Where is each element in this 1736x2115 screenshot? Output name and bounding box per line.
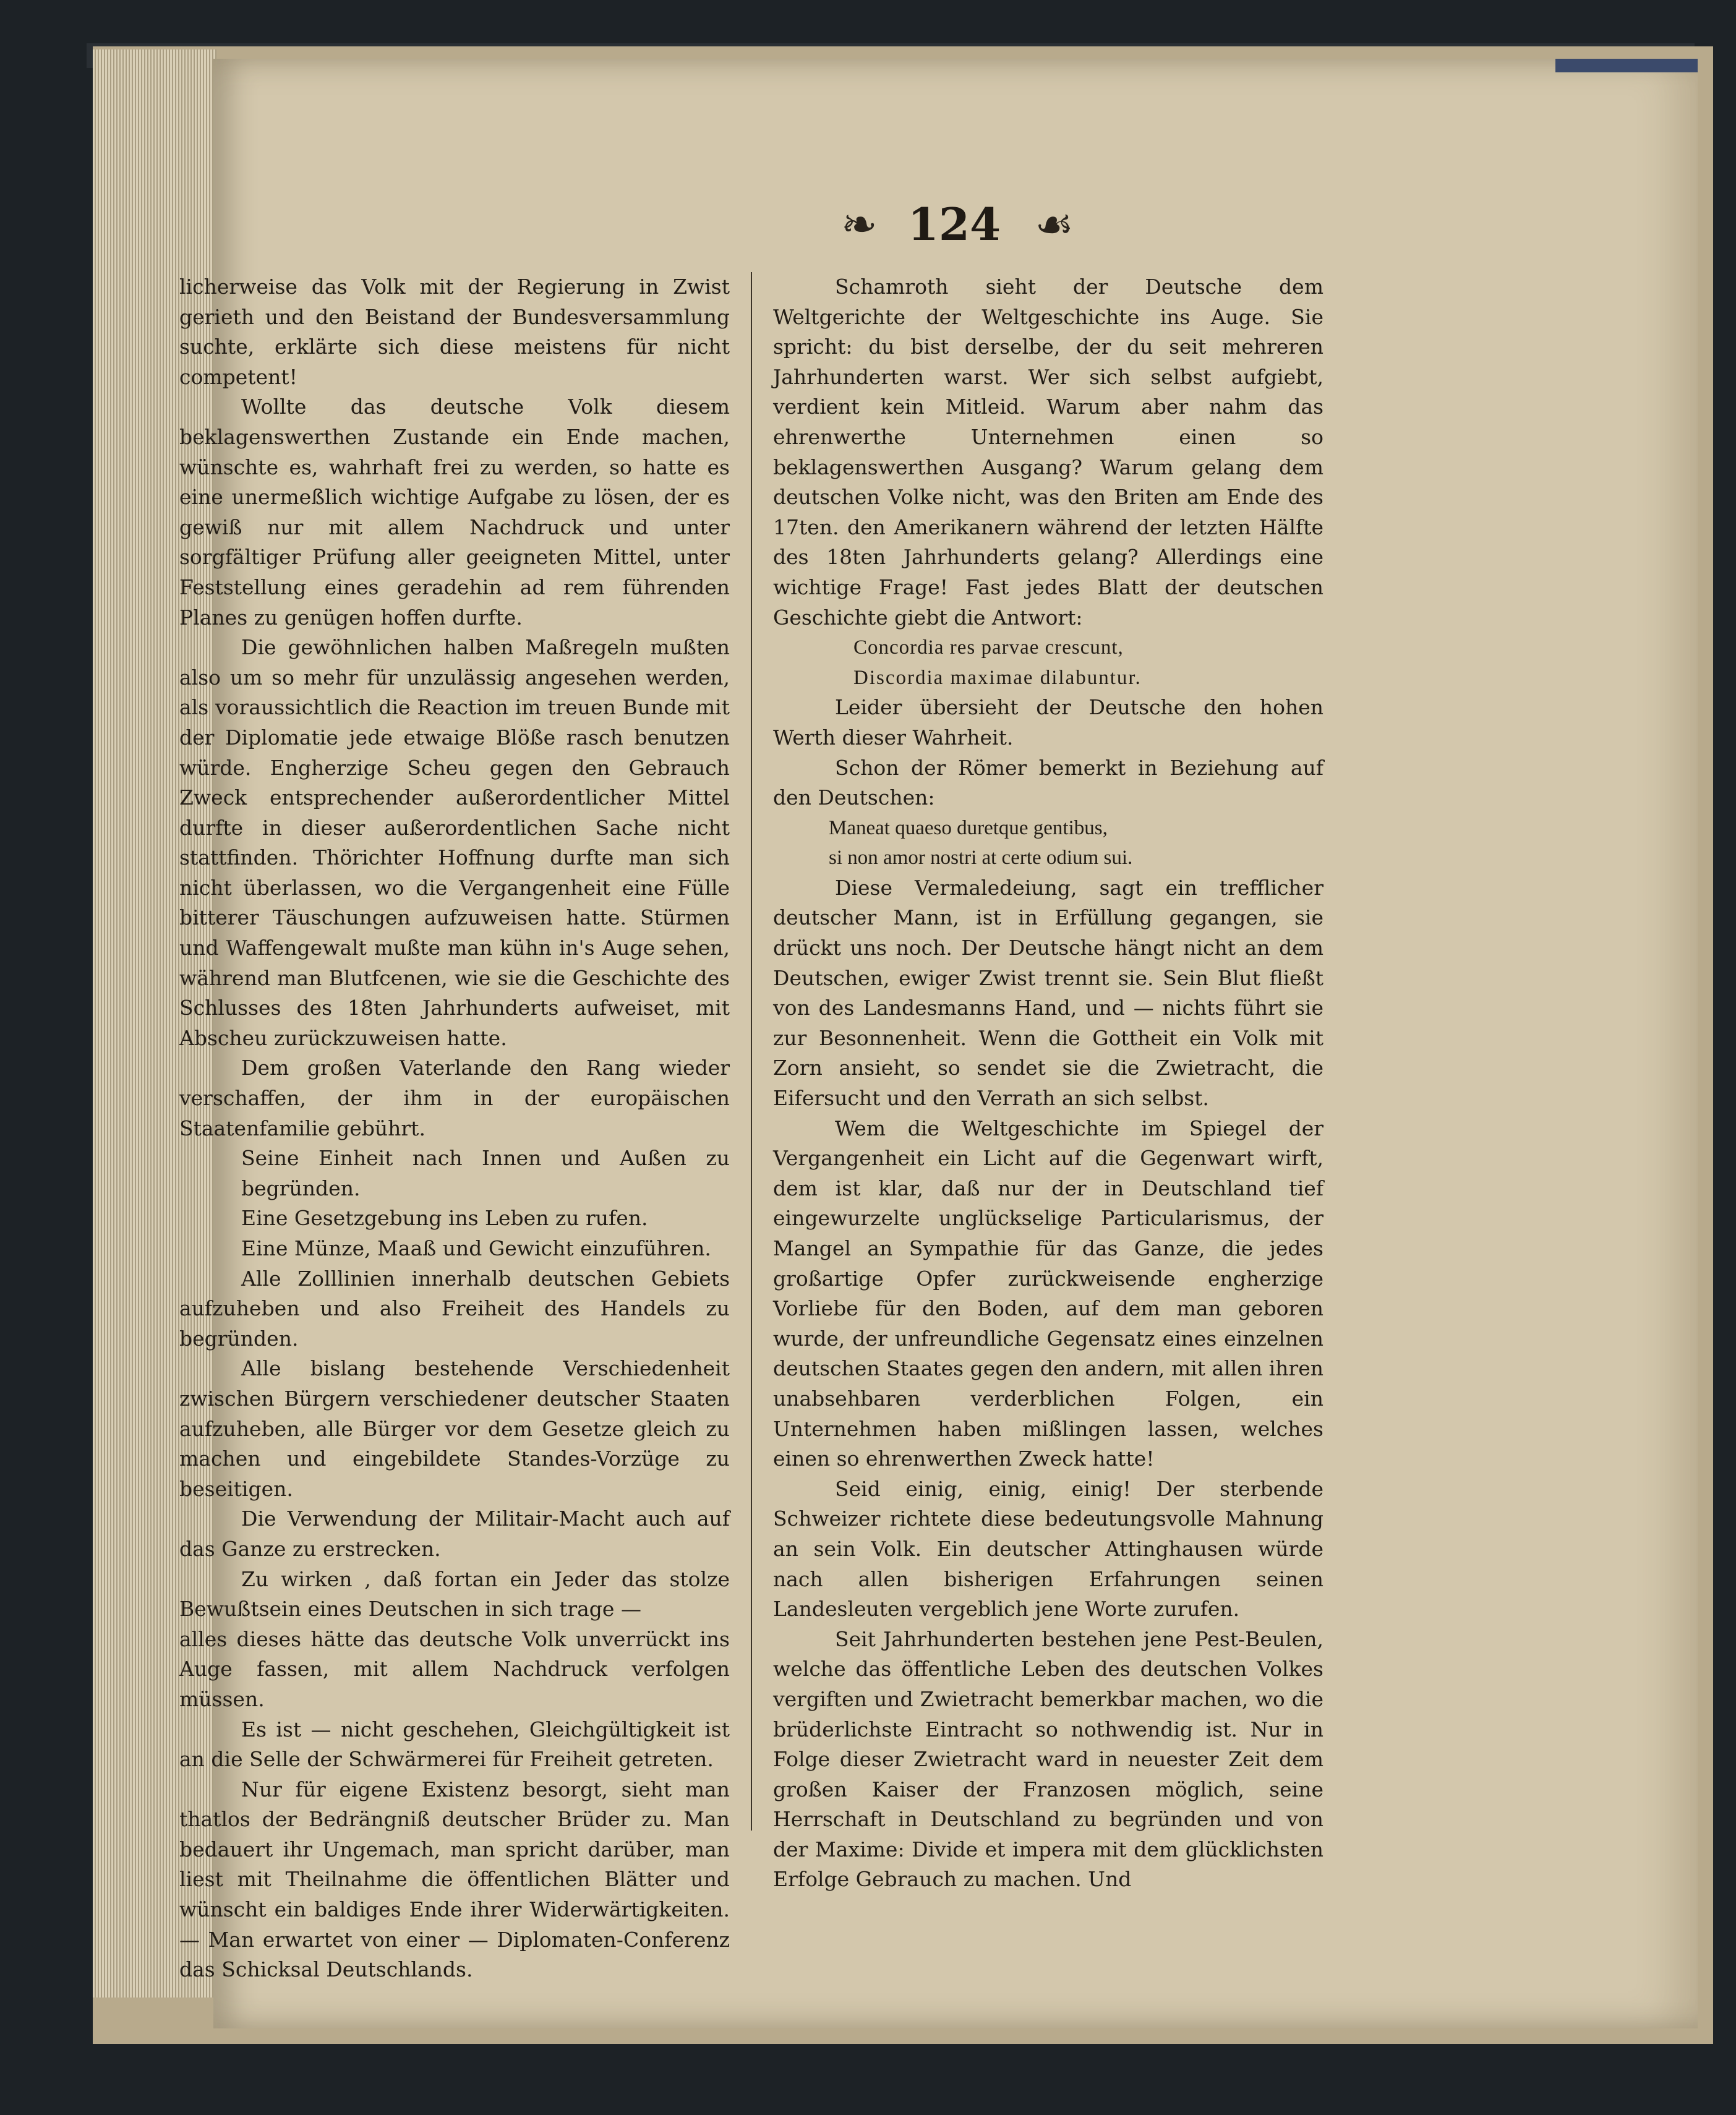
paragraph: alles dieses hätte das deutsche Volk unverrückt ins Auge fassen, mit allem Nachdruck verfolgen müssen. (179, 1626, 730, 1711)
paragraph: Diese Vermaledeiung, sagt ein trefflicher deutscher Mann, ist in Erfüllung gegangen, sie drückt uns noch. Der Deutsche hängt nicht an dem Deutschen, ewiger Zwist trennt sie. Sein Blut fließt von des Landesmanns Hand, und — nichts führt sie zur Besonnenheit. Wenn die Gottheit ein Volk mit Zorn ansieht, so sendet sie die Zwietracht, die Eifersucht und den Verrath an sich selbst. (773, 875, 1323, 1111)
paragraph: Eine Münze, Maaß und Gewicht einzuführen. (241, 1236, 711, 1260)
paragraph: Maneat quaeso duretque gentibus, (829, 816, 1108, 839)
paragraph: Schamroth sieht der Deutsche dem Weltgerichte der Weltgeschichte ins Auge. Sie spricht: du bist derselbe, der du seit mehreren Jahrhunderten warst. Wer sich selbst aufgiebt, verdient kein Mitleid. Warum aber nahm das ehrenwerthe Unternehmen einen so beklagenswerthen Ausgang? Warum gelang dem deutschen Volke nicht, was den Briten am Ende des 17ten. den Amerikanern während der letzten Hälfte des 18ten Jahrhunderts gelang? Allerdings eine wichtige Frage! Fast jedes Blatt der deutschen Geschichte giebt die Antwort: (773, 275, 1323, 630)
right-column (773, 272, 1323, 1895)
paragraph: Seid einig, einig, einig! Der sterbende Schweizer richtete diese bedeutungsvolle Mahnung an sein Volk. Ein deutscher Attinghausen würde nach allen bisherigen Erfahrungen seinen Landesleuten vergeblich jene Worte zurufen. (773, 1476, 1323, 1622)
paragraph: Zu wirken , daß fortan ein Jeder das stolze Bewußtsein eines Deutschen in sich trage — (179, 1566, 730, 1622)
paragraph: Dem großen Vaterlande den Rang wieder verschaffen, der ihm in der europäischen Staatenfamilie gebührt. (179, 1056, 730, 1140)
ornament-left-icon: ❧ (841, 199, 874, 250)
paragraph: Die gewöhnlichen halben Maßregeln mußten also um so mehr für unzulässig angesehen werden, als voraussichtlich die Reaction im treuen Bunde mit der Diplomatie jede etwaige Blöße rasch benutzen würde. Engherzige Scheu gegen den Gebrauch Zweck entsprechender außerordentlicher Mittel durfte in dieser außerordentlichen Sache nicht stattfinden. Thörichter Hoffnung durfte man sich nicht überlassen, wo die Vergangenheit eine Fülle bitterer Täuschungen aufzuweisen hatte. Stürmen und Waffengewalt mußte man kühn in's Auge sehen, während man Blutfcenen, wie sie die Geschichte des Schlusses des 18ten Jahrhunderts aufweiset, mit Abscheu zurückzuweisen hatte. (179, 635, 730, 1050)
ornament-right-icon: ☙ (1035, 199, 1070, 250)
paragraph: Seit Jahrhunderten bestehen jene Pest-Beulen, welche das öffentliche Leben des deutschen Volkes vergiften und Zwietracht bemerkbar machen, wo die brüderlichste Eintracht so nothwendig ist. Nur in Folge dieser Zwietracht ward in neuester Zeit dem großen Kaiser der Franzosen möglich, seine Herrschaft in Deutschland zu begründen und von der Maxime: Divide et impera mit dem glücklichsten Erfolge Gebrauch zu machen. Und (773, 1626, 1323, 1892)
paragraph: licherweise das Volk mit der Regierung in Zwist gerieth und den Beistand der Bundesversammlung suchte, erklärte sich diese meistens für nicht competent! (179, 275, 730, 389)
paragraph: si non amor nostri at certe odium sui. (829, 847, 1133, 870)
column-divider (751, 272, 752, 1831)
paragraph: Die Verwendung der Militair-Macht auch auf das Ganze zu erstrecken. (179, 1506, 730, 1561)
paragraph: Seine Einheit nach Innen und Außen zu begründen. (241, 1146, 730, 1200)
paragraph: Eine Gesetzgebung ins Leben zu rufen. (241, 1206, 648, 1231)
paragraph: Wem die Weltgeschichte im Spiegel der Vergangenheit ein Licht auf die Gegenwart wirft, dem ist klar, daß nur der in Deutschland tief eingewurzelte unglückselige Particularismus, der Mangel an Sympathie für das Ganze, die jedes großartige Opfer zurückweisende engherzige Vorliebe für den Boden, auf dem man geboren wurde, der unfreundliche Gegensatz eines einzelnen deutschen Staates gegen den andern, mit allen ihren unabsehbaren verderblichen Folgen, ein Unternehmen haben mißlingen lassen, welches einen so ehrenwerthen Zweck hatte! (773, 1116, 1323, 1471)
paragraph: Alle bislang bestehende Verschiedenheit zwischen Bürgern verschiedener deutscher Staaten aufzuheben, alle Bürger vor dem Gesetze gleich zu machen und eingebildete Standes-Vorzüge zu beseitigen. (179, 1356, 730, 1501)
left-column (179, 272, 730, 1985)
page-header (213, 198, 1698, 260)
paragraph: Nur für eigene Existenz besorgt, sieht man thatlos der Bedrängniß deutscher Brüder zu. Man bedauert ihr Ungemach, man spricht darüber, man liest mit Theilnahme die öffentlichen Blätter und wünscht ein baldiges Ende ihrer Widerwärtigkeiten. — Man erwartet von einer — Diplomaten-Conferenz das Schicksal Deutschlands. (179, 1777, 730, 1982)
page-number: 124 (907, 198, 1001, 250)
paragraph: Leider übersieht der Deutsche den hohen Werth dieser Wahrheit. (773, 695, 1323, 750)
cover-edge-band (1555, 59, 1698, 72)
paragraph: Discordia maximae dilabuntur. (853, 666, 1142, 689)
paragraph: Concordia res parvae crescunt, (853, 636, 1124, 659)
paragraph: Alle Zolllinien innerhalb deutschen Gebiets aufzuheben und also Freiheit des Handels zu begründen. (179, 1266, 730, 1351)
paragraph: Wollte das deutsche Volk diesem beklagenswerthen Zustande ein Ende machen, wünschte es, wahrhaft frei zu werden, so hatte es eine unermeßlich wichtige Aufgabe zu lösen, der es gewiß nur mit allem Nachdruck und unter sorgfältiger Prüfung aller geeigneten Mittel, unter Feststellung eines geradehin ad rem führenden Planes zu genügen hoffen durfte. (179, 395, 730, 630)
paragraph: Schon der Römer bemerkt in Beziehung auf den Deutschen: (773, 755, 1323, 810)
paragraph: Es ist — nicht geschehen, Gleichgültigkeit ist an die Selle der Schwärmerei für Freiheit getreten. (179, 1717, 730, 1772)
